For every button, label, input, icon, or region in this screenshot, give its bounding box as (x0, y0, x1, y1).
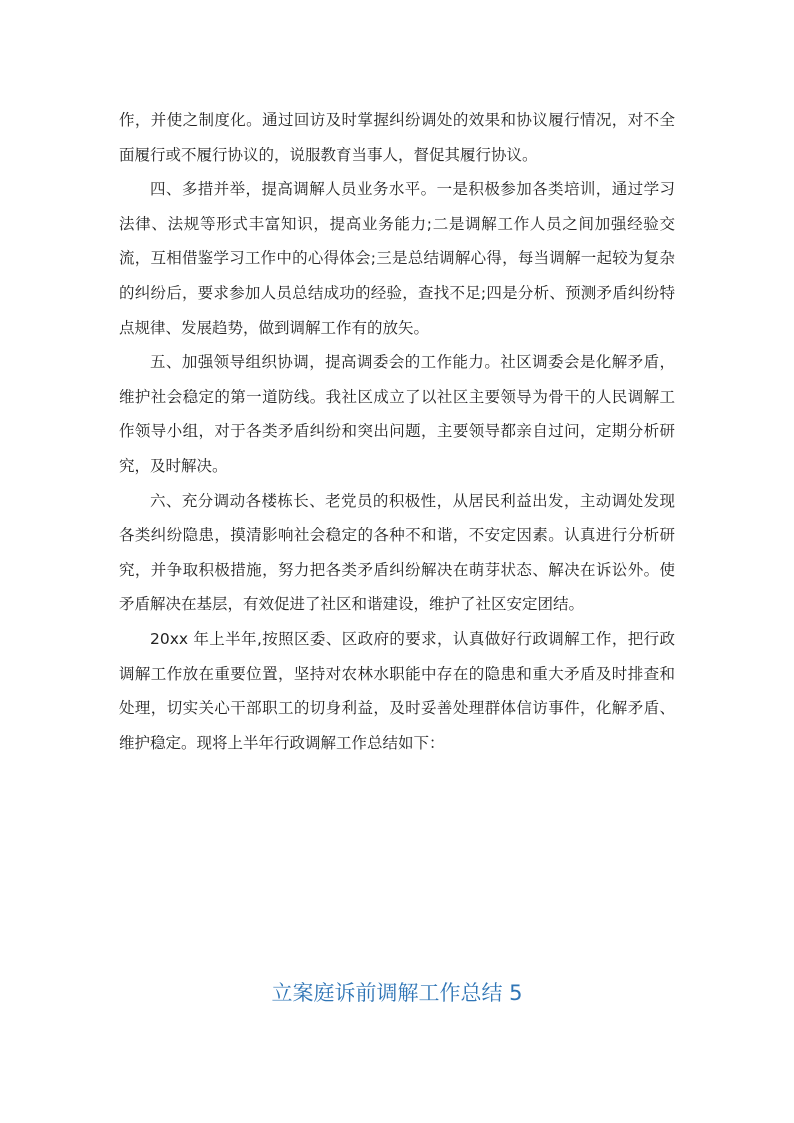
paragraph-section-six: 六、充分调动各楼栋长、老党员的积极性，从居民利益出发，主动调处发现各类纠纷隐患，摸清影响社会稳定的各种不和谐，不安定因素。认真进行分析研究，并争取积极措施，努力把各类矛盾纠纷解决在萌芽状态、解决在诉讼外。使矛盾解决在基层，有效促进了社区和谐建设，维护了社区安定团结。 (119, 491, 675, 614)
paragraph-half-year-summary: 20xx 年上半年,按照区委、区政府的要求，认真做好行政调解工作，把行政调解工作放在重要位置，坚持对农林水职能中存在的隐患和重大矛盾及时排查和处理，切实关心干部职工的切身利益，及时妥善处理群体信访事件，化解矛盾、维护稳定。现将上半年行政调解工作总结如下： (119, 629, 675, 752)
paragraph-section-four: 四、多措并举，提高调解人员业务水平。一是积极参加各类培训，通过学习法律、法规等形式丰富知识，提高业务能力;二是调解工作人员之间加强经验交流，互相借鉴学习工作中的心得体会;三是总结调解心得，每当调解一起较为复杂的纠纷后，要求参加人员总结成功的经验，查找不足;四是分析、预测矛盾纠纷特点规律、发展趋势，做到调解工作有的放矢。 (119, 180, 675, 337)
section-heading: 立案庭诉前调解工作总结 5 (271, 981, 523, 1005)
document-body (119, 103, 675, 760)
paragraph-continuation: 作，并使之制度化。通过回访及时掌握纠纷调处的效果和协议履行情况，对不全面履行或不履行协议的，说服教育当事人，督促其履行协议。 (119, 111, 675, 164)
paragraph-section-five: 五、加强领导组织协调，提高调委会的工作能力。社区调委会是化解矛盾，维护社会稳定的第一道防线。我社区成立了以社区主要领导为骨干的人民调解工作领导小组，对于各类矛盾纠纷和突出问题，主要领导都亲自过问，定期分析研究，及时解决。 (119, 353, 675, 475)
